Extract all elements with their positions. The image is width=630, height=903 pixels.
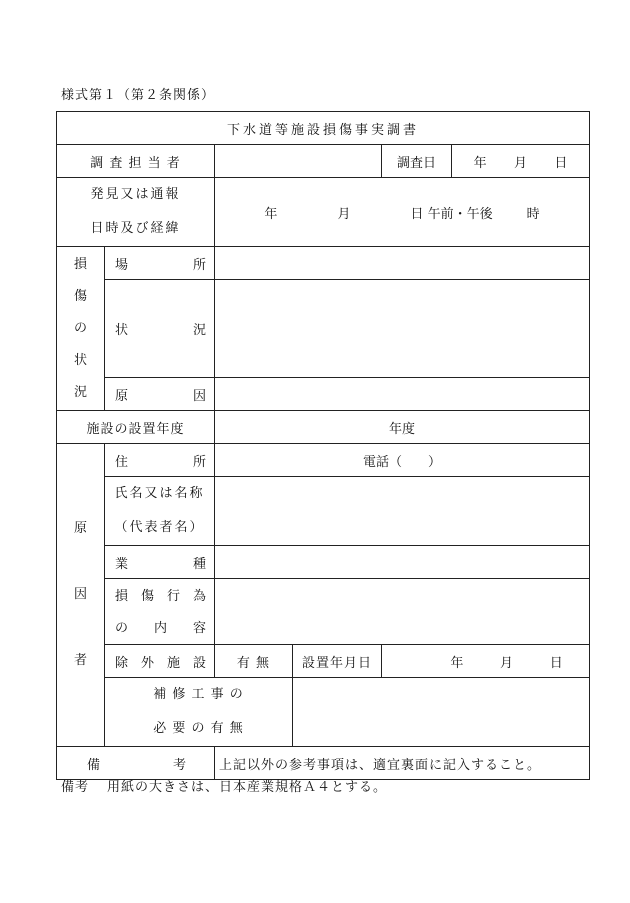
- survey-date-label: 調査日: [396, 155, 436, 171]
- repair-row: [57, 678, 590, 747]
- discovery-label-cell: [57, 178, 215, 247]
- damage-location-row: [57, 247, 590, 280]
- repair-label-line1: 補 修 工 事 の: [153, 687, 244, 702]
- remarks-label-char: 備: [87, 757, 101, 773]
- excluded-facility-label-char: 設: [192, 655, 206, 671]
- phone-label: 電話（ ）: [363, 454, 442, 470]
- damage-act-row: [57, 579, 590, 645]
- footer-note-label: 備考: [61, 780, 90, 795]
- damage-location-label-char: 所: [192, 257, 206, 273]
- survey-date-label-cell: [382, 145, 452, 178]
- install-date-label: 設置年月日: [301, 655, 372, 671]
- damage-report-form: [56, 111, 590, 780]
- responsible-address-label-char: 住: [115, 454, 129, 470]
- responsible-address-field[interactable]: [215, 444, 590, 477]
- responsible-name-label-line1: 氏名又は名称: [114, 486, 205, 501]
- discovery-month-label: 月: [337, 206, 351, 222]
- damage-group-char: 況: [73, 384, 87, 400]
- discovery-day-label: 日: [410, 206, 424, 222]
- remarks-label-cell: [57, 747, 215, 780]
- excluded-facility-label-char: 施: [166, 655, 180, 671]
- discovery-row: [57, 178, 590, 247]
- damage-act-label-char: の: [115, 620, 129, 636]
- damage-act-label-char: 容: [192, 620, 206, 636]
- damage-act-label-char: 内: [153, 620, 167, 636]
- damage-act-label-char: 傷: [140, 588, 154, 604]
- discovery-label-line2: 日時及び経緯: [90, 221, 181, 236]
- responsible-group-char: 者: [73, 653, 87, 668]
- excluded-facility-label-char: 除: [115, 655, 129, 671]
- excluded-facility-row: [57, 645, 590, 678]
- damage-act-label-char: 為: [192, 588, 206, 604]
- damage-act-field[interactable]: [215, 579, 590, 645]
- damage-location-field[interactable]: [215, 247, 590, 280]
- damage-condition-label-cell: [105, 280, 215, 378]
- damage-location-label-char: 場: [115, 257, 129, 273]
- damage-condition-row: [57, 280, 590, 378]
- responsible-party-group: [57, 444, 105, 747]
- industry-label-char: 種: [192, 556, 206, 572]
- install-month-label: 月: [500, 655, 514, 671]
- remarks-text: 上記以外の参考事項は、適宜裏面に記入すること。: [219, 757, 542, 773]
- install-date-field[interactable]: [382, 645, 590, 678]
- investigator-label: 調 査 担 当 者: [90, 155, 181, 171]
- industry-label-char: 業: [115, 556, 129, 572]
- form-title-cell: [57, 112, 590, 145]
- responsible-group-char: 因: [73, 587, 87, 602]
- responsible-name-label-line2: （代表者名）: [114, 520, 205, 535]
- repair-label-cell: [105, 678, 293, 747]
- responsible-group-char: 原: [73, 521, 87, 536]
- discovery-label-line1: 発見又は通報: [90, 187, 181, 202]
- survey-year-label: 年: [473, 155, 487, 171]
- excluded-facility-label-char: 外: [140, 655, 154, 671]
- install-date-label-cell: [293, 645, 382, 678]
- excluded-facility-label-cell: [105, 645, 215, 678]
- investigator-label-cell: [57, 145, 215, 178]
- investigator-field[interactable]: [215, 145, 382, 178]
- industry-label-cell: [105, 546, 215, 579]
- footer-note-text: 用紙の大きさは、日本産業規格Ａ４とする。: [107, 780, 388, 795]
- damage-act-label-char: 行: [166, 588, 180, 604]
- install-year-label: 年: [450, 655, 464, 671]
- responsible-address-label-char: 所: [192, 454, 206, 470]
- responsible-name-label-cell: [105, 477, 215, 546]
- remarks-field[interactable]: [215, 747, 590, 780]
- discovery-year-label: 年: [264, 206, 278, 222]
- installation-year-field[interactable]: [215, 411, 590, 444]
- form-number-label: 様式第１（第２条関係）: [61, 88, 216, 103]
- industry-row: [57, 546, 590, 579]
- responsible-name-field[interactable]: [215, 477, 590, 546]
- installation-year-label: 施設の設置年度: [86, 421, 185, 437]
- damage-status-group: [57, 247, 105, 411]
- damage-group-char: 状: [73, 352, 87, 368]
- responsible-name-row: [57, 477, 590, 546]
- presence-label: 有 無: [236, 655, 271, 671]
- discovery-datetime-field[interactable]: [215, 178, 590, 247]
- investigator-row: [57, 145, 590, 178]
- repair-field[interactable]: [293, 678, 590, 747]
- damage-condition-label-char: 状: [115, 323, 129, 338]
- damage-act-label-char: 損: [115, 588, 129, 604]
- damage-cause-label-cell: [105, 378, 215, 411]
- discovery-ampm-label: 午前・午後: [427, 206, 493, 222]
- survey-day-label: 日: [554, 155, 568, 171]
- installation-year-unit: 年度: [389, 421, 416, 437]
- damage-act-label-cell: [105, 579, 215, 645]
- damage-group-char: 傷: [73, 288, 87, 304]
- damage-condition-field[interactable]: [215, 280, 590, 378]
- damage-location-label-cell: [105, 247, 215, 280]
- damage-group-char: の: [73, 320, 87, 336]
- industry-field[interactable]: [215, 546, 590, 579]
- form-title: 下水道等施設損傷事実調書: [227, 122, 420, 138]
- remarks-row: [57, 747, 590, 780]
- responsible-address-row: [57, 444, 590, 477]
- damage-cause-row: [57, 378, 590, 411]
- repair-label-line2: 必 要 の 有 無: [153, 721, 244, 736]
- responsible-address-label-cell: [105, 444, 215, 477]
- install-day-label: 日: [549, 655, 563, 671]
- survey-month-label: 月: [514, 155, 528, 171]
- damage-cause-label-char: 原: [115, 388, 129, 404]
- installation-year-label-cell: [57, 411, 215, 444]
- damage-cause-field[interactable]: [215, 378, 590, 411]
- discovery-hour-label: 時: [526, 206, 540, 222]
- survey-date-field[interactable]: [452, 145, 590, 178]
- installation-year-row: [57, 411, 590, 444]
- damage-group-char: 損: [73, 256, 87, 272]
- damage-cause-label-char: 因: [192, 388, 206, 404]
- remarks-label-char: 考: [172, 757, 186, 773]
- footer-note: [61, 776, 387, 795]
- damage-condition-label-char: 況: [192, 323, 206, 338]
- presence-choice[interactable]: [215, 645, 293, 678]
